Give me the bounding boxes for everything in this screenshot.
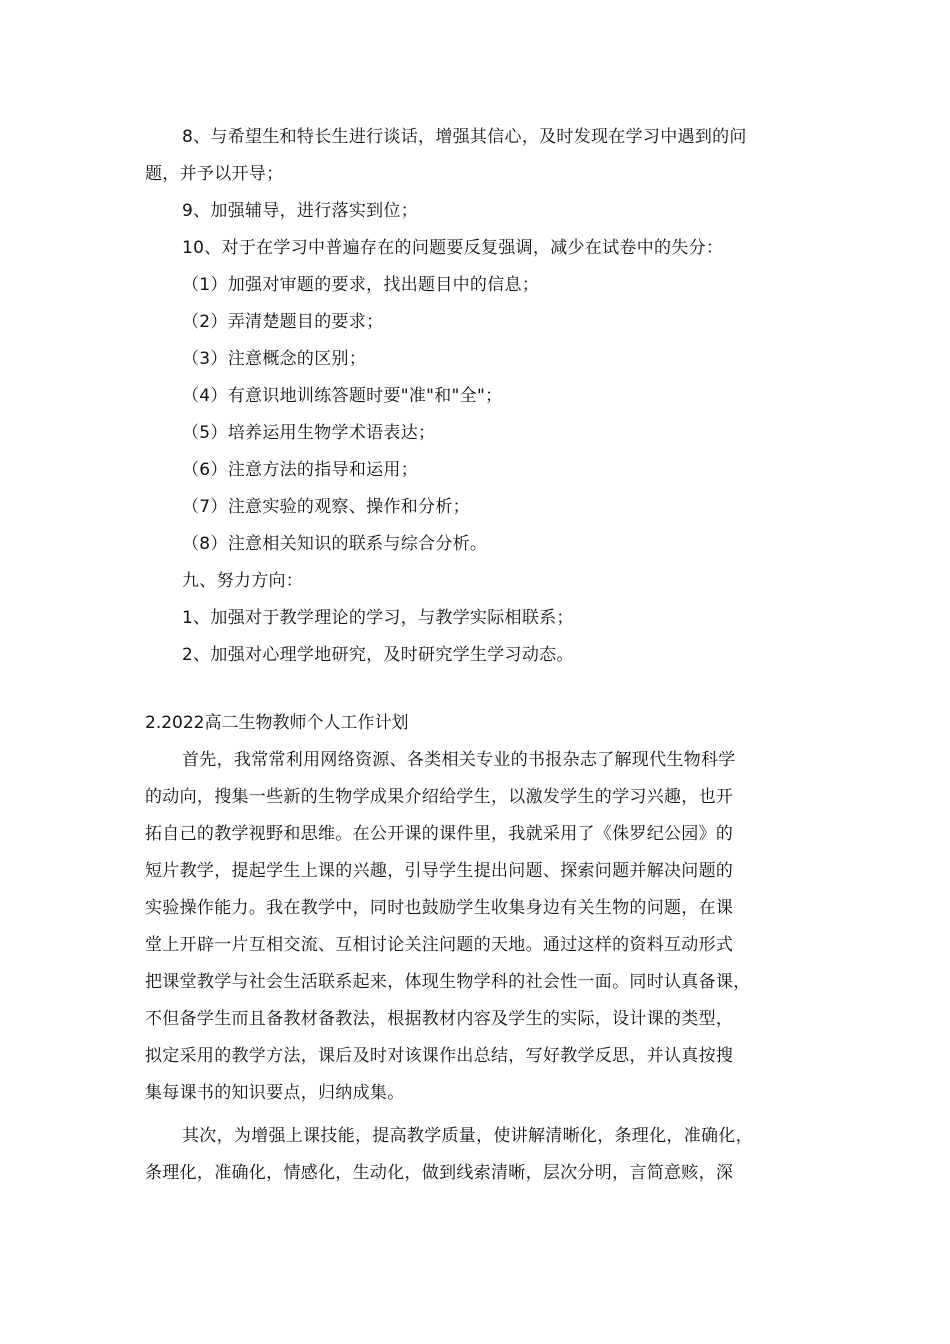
sub-item-5: （5）培养运用生物学术语表达； [182,423,436,443]
paragraph-line: 不但备学生而且备教材备教法，根据教材内容及学生的实际，设计课的类型， [145,1009,734,1029]
list-item-9: 9、加强辅导，进行落实到位； [182,201,419,221]
sub-item-7: （7）注意实验的观察、操作和分析； [182,497,470,517]
direction-item-1: 1、加强对于教学理论的学习，与教学实际相联系； [182,608,574,628]
list-item-8-cont: 题，并予以开导； [145,164,284,184]
page-content [145,119,805,1192]
direction-item-2: 2、加强对心理学地研究，及时研究学生学习动态。 [182,645,574,665]
sub-item-4: （4）有意识地训练答题时要"准"和"全"； [182,386,503,406]
paragraph-line: 集每课书的知识要点，归纳成集。 [145,1083,405,1103]
paragraph-line: 短片教学，提起学生上课的兴趣，引导学生提出问题、探索问题并解决问题的 [145,861,734,881]
sub-item-6: （6）注意方法的指导和运用； [182,460,419,480]
paragraph-line: 的动向，搜集一些新的生物学成果介绍给学生，以激发学生的学习兴趣，也开 [145,787,734,807]
paragraph-line: 把课堂教学与社会生活联系起来，体现生物学科的社会性一面。同时认真备课， [145,972,751,992]
paragraph-line: 首先，我常常利用网络资源、各类相关专业的书报杂志了解现代生物科学 [182,750,736,770]
list-item-8: 8、与希望生和特长生进行谈话，增强其信心，及时发现在学习中遇到的问 [182,127,747,147]
sub-item-3: （3）注意概念的区别； [182,349,367,369]
paragraph-line: 堂上开辟一片互相交流、互相讨论关注问题的天地。通过这样的资料互动形式 [145,935,734,955]
paragraph-line: 实验操作能力。我在教学中，同时也鼓励学生收集身边有关生物的问题，在课 [145,898,734,918]
sub-item-1: （1）加强对审题的要求，找出题目中的信息； [182,275,540,295]
section-nine-heading: 九、努力方向： [182,571,304,591]
paragraph-line: 拓自己的教学视野和思维。在公开课的课件里，我就采用了《侏罗纪公园》的 [145,824,734,844]
sub-item-2: （2）弄清楚题目的要求； [182,312,384,332]
paragraph-line: 条理化，准确化，情感化，生动化，做到线索清晰，层次分明，言简意赅，深 [145,1163,734,1183]
paragraph-line: 拟定采用的教学方法，课后及时对该课作出总结，写好教学反思，并认真按搜 [145,1046,734,1066]
section-title: 2.2022高二生物教师个人工作计划 [145,713,409,733]
paragraph-2 [145,1118,805,1192]
sub-item-8: （8）注意相关知识的联系与综合分析。 [182,534,488,554]
list-item-10: 10、对于在学习中普遍存在的问题要反复强调，减少在试卷中的失分： [182,238,724,258]
paragraph-1 [145,742,805,1112]
paragraph-line: 其次，为增强上课技能，提高教学质量，使讲解清晰化，条理化，准确化， [182,1126,753,1146]
